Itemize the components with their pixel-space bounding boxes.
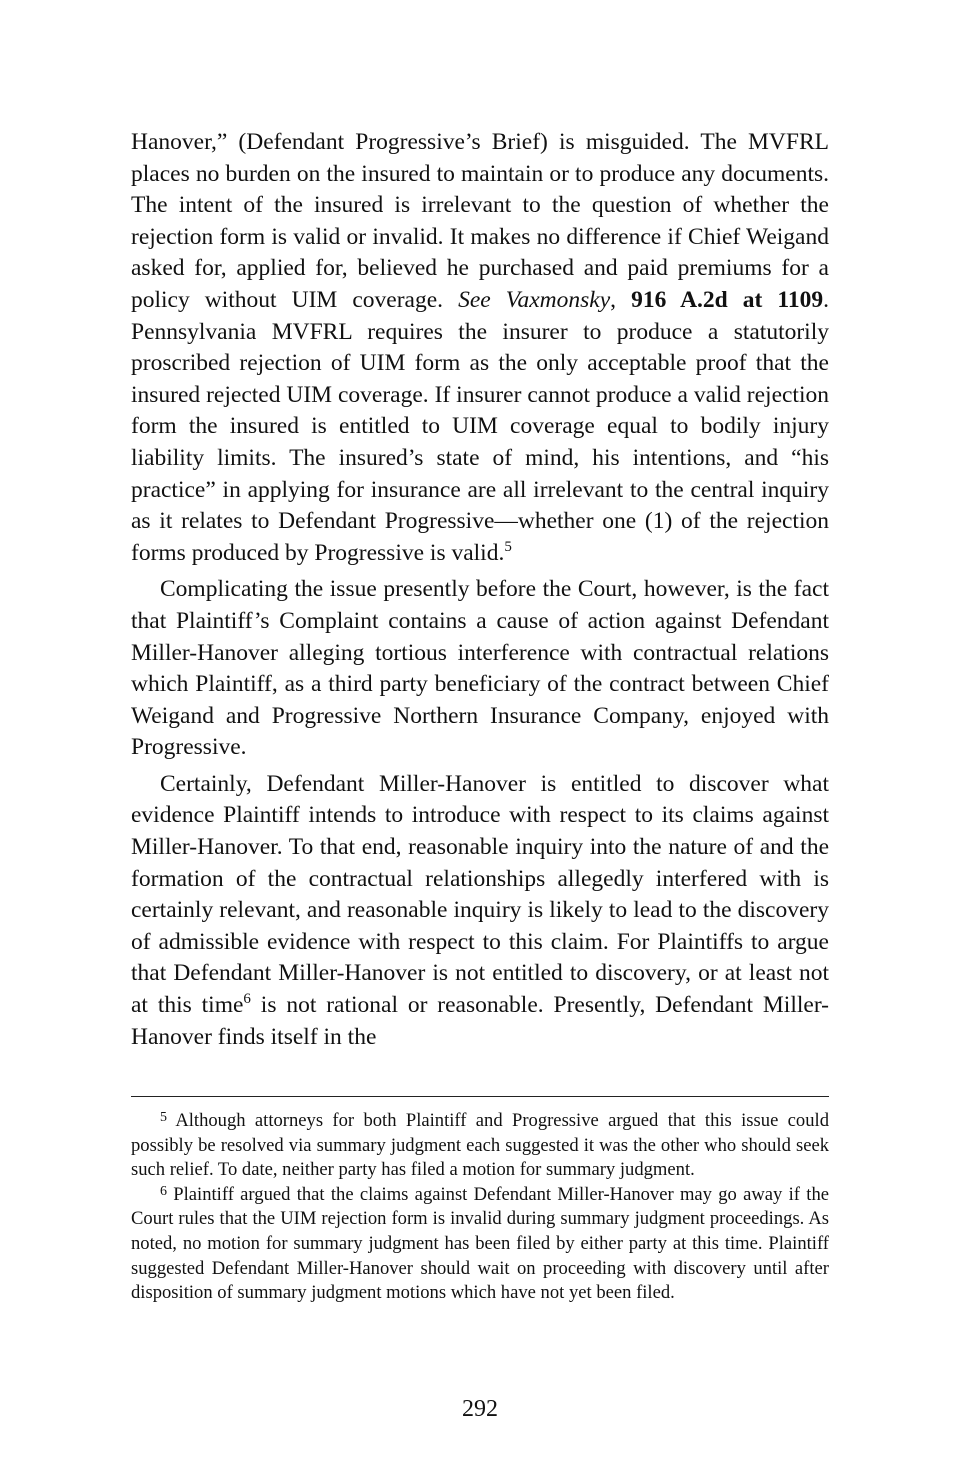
paragraph-3-text-a: Certainly, Defendant Miller-Hanover is entitled to discover what evidence Plaintiff intends to introduce with respect to its claims against Miller-Hanover. To that end, reasonable inquiry into the nature of and the formation of the contractual relationships allegedly interfered with is certainly relevant, and reasonable inquiry is likely to lead to the discovery of admissible evidence with respect to this claim. For Plaintiffs to argue that Defendant Miller-Hanover is not entitled to discovery, or at least not at this time [131, 770, 829, 1019]
footnote-5 [131, 1109, 829, 1183]
body-text [131, 127, 829, 1053]
footnote-mark: 6 [160, 1183, 167, 1199]
footnote-text: Plaintiff argued that the claims against Defendant Miller-Hanover may go away if the Court rules that the UIM rejection form is invalid during summary judgment proceedings. As noted, no motion for summary judgment has been filed by either party at this time. Plaintiff suggested Defendant Miller-Hanover should wait on proceeding with discovery until after disposition of summary judgment motions which have not yet been filed. [131, 1183, 829, 1304]
citation-see-vaxmonsky: See Vaxmonsky [458, 286, 611, 313]
citation-reporter: 916 A.2d at 1109 [631, 286, 824, 313]
paragraph-1-text-b: . Pennsylvania MVFRL requires the insurer to produce a statutorily proscribed rejection of UIM form as the only acceptable proof that the insured rejected UIM coverage. If insurer cannot produce a valid rejection form the insured is entitled to UIM coverage equal to bodily injury liability limits. The insured’s state of mind, his intentions, and “his practice” in applying for insurance are all irrelevant to the central inquiry as it relates to Defendant Progressive—whether one (1) of the rejection forms produced by Progressive is valid. [131, 286, 829, 566]
footnote-text: Although attorneys for both Plaintiff and Progressive argued that this issue could possibly be resolved via summary judgment each suggested it was the other who should seek such relief. To date, neither party has filed a motion for summary judgment. [131, 1110, 829, 1181]
document-page [131, 127, 830, 1422]
footnote-divider [131, 1096, 829, 1097]
paragraph-3-text-b: is not rational or reasonable. Presently, Defendant Miller-Hanover finds itself in the [131, 992, 830, 1050]
footnotes [131, 1109, 829, 1306]
paragraph-2: Complicating the issue presently before the Court, however, is the fact that Plaintiff’s Complaint contains a cause of action against Defendant Miller-Hanover alleging tortious interference with contractual relations which Plaintiff, as a third party beneficiary of the contract between Chief Weigand and Progressive Northern Insurance Company, enjoyed with Progressive. [131, 576, 829, 761]
footnote-mark: 5 [160, 1110, 167, 1125]
paragraph-3 [131, 769, 829, 1053]
page-number: 292 [462, 1396, 498, 1422]
paragraph-1 [131, 127, 829, 569]
footnote-ref-5: 5 [504, 538, 512, 555]
footnote-ref-6: 6 [243, 991, 251, 1008]
paragraph-1-text-a: Hanover,” (Defendant Progressive’s Brief) is misguided. The MVFRL places no burden on the insured to maintain or to produce any documents. The intent of the insured is irrelevant to the question of whether the rejection form is valid or invalid. It makes no difference if Chief Weigand asked for, applied for, believed he purchased and paid premiums for a policy without UIM coverage. [131, 129, 829, 313]
footnote-6 [131, 1183, 829, 1306]
citation-separator: , [610, 286, 632, 313]
